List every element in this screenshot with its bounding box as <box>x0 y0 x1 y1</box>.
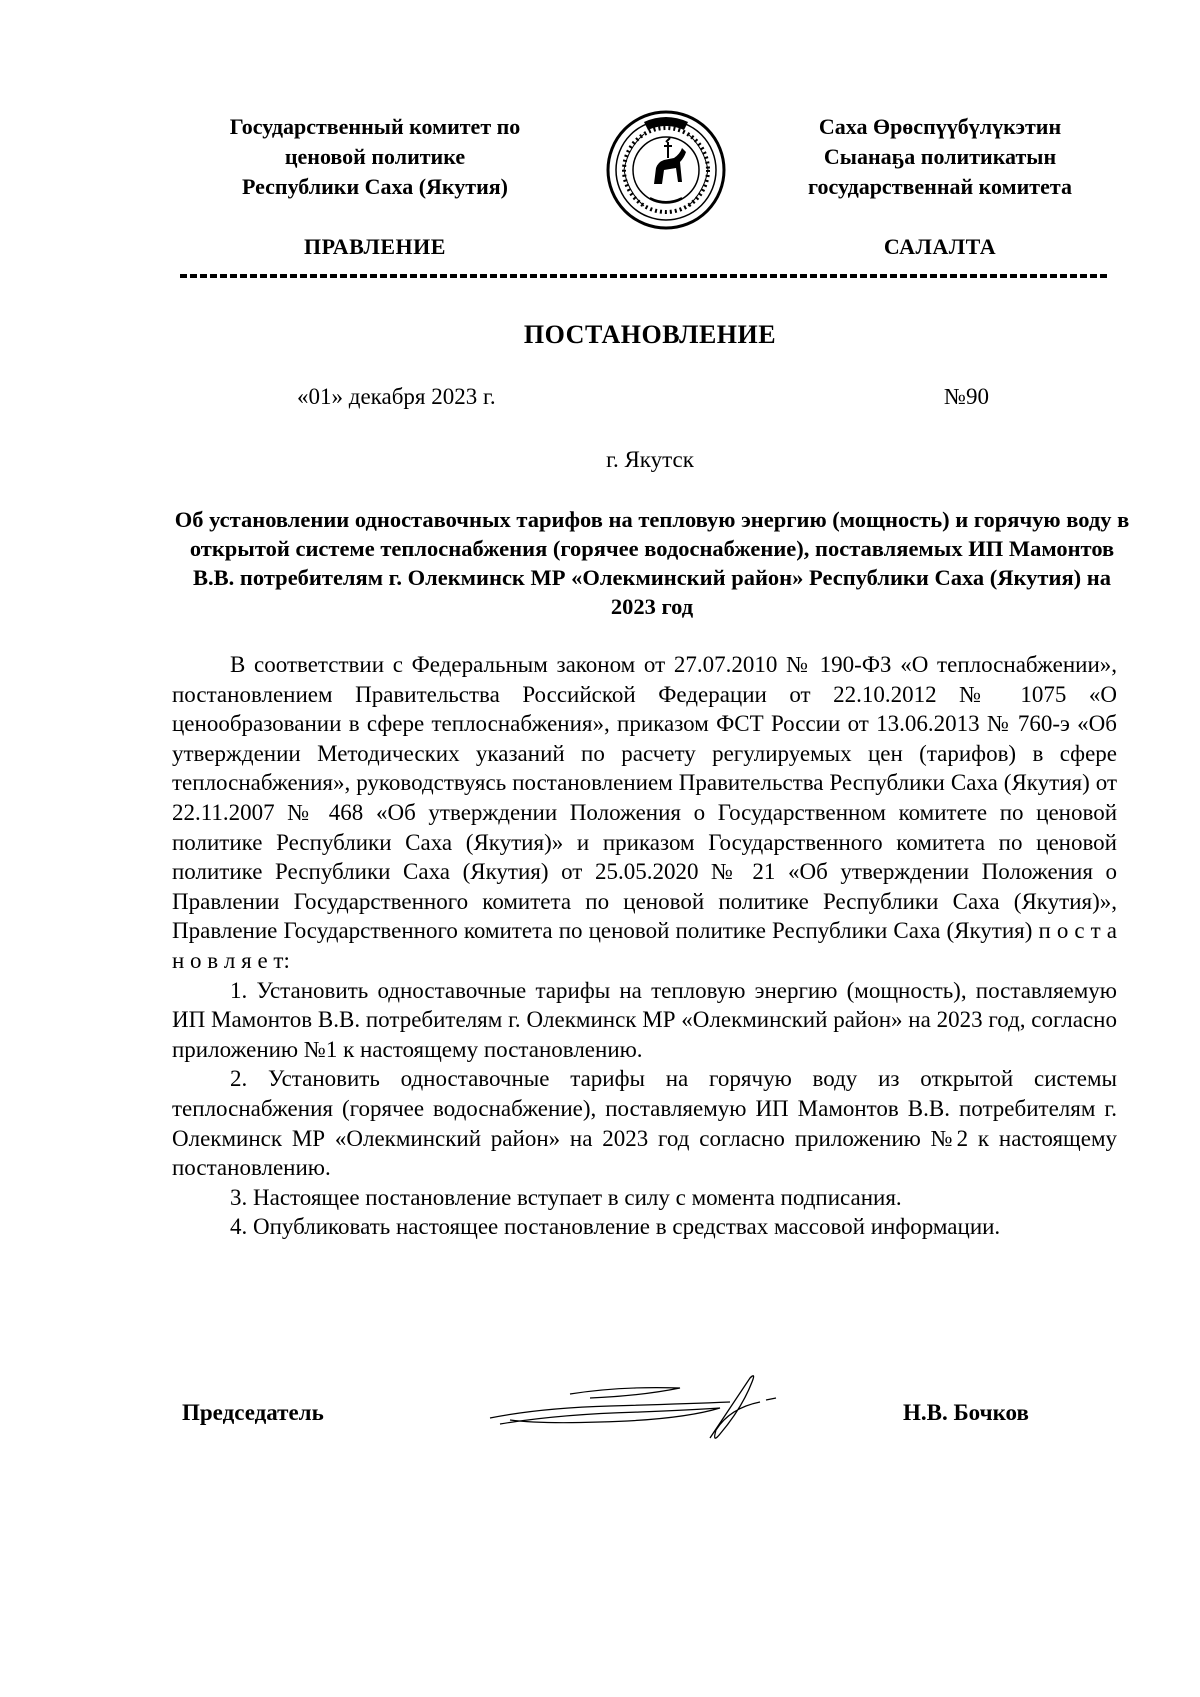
preamble-paragraph <box>172 650 1117 976</box>
document-number: №90 <box>944 384 989 409</box>
agency-name-line: Саха Өрөспүүбүлүкэтин <box>818 114 1062 139</box>
resolution-item: 4. Опубликовать настоящее постановление в средствах массовой информации. <box>230 1214 1001 1240</box>
board-label-yakut: САЛАЛТА <box>883 234 997 259</box>
handwritten-signature-icon <box>480 1368 790 1448</box>
resolution-item: 1. Установить одноставочные тарифы на тепловую энергию (мощность), поставляемую ИП Мамонтов В.В. потребителям г. Олекминск МР «Олекминский район» на 2023 год, согласно приложению №1 к настоящему постановлению. <box>172 977 1117 1062</box>
document-title: Об установлении одноставочных тарифов на тепловую энергию (мощность) и горячую воду в открытой системе теплоснабжения (горячее водоснабжение), поставляемых ИП Мамонтов В.В. потребителям г. Олекминск МР «Олекминский район» Республики Саха (Якутия) на 2023 год <box>174 507 1130 619</box>
coat-of-arms-emblem-icon <box>604 108 728 232</box>
agency-name-line: Сыанаҕа политикатын <box>823 144 1057 169</box>
resolution-item: 3. Настоящее постановление вступает в силу с момента подписания. <box>230 1184 902 1210</box>
signer-title: Председатель <box>182 1400 324 1425</box>
board-label-russian: ПРАВЛЕНИЕ <box>304 234 446 259</box>
agency-name-line: ценовой политике <box>284 144 466 169</box>
header-divider <box>180 274 1110 278</box>
document-city: г. Якутск <box>606 447 694 472</box>
preamble-text: В соответствии с Федеральным законом от 27.07.2010 № 190-ФЗ «О теплоснабжении», постановлением Правительства Российской Федерации от 22.10.2012 № 1075 «О ценообразовании в сфере теплоснабжения», приказом ФСТ России от 13.06.2013 № 760-э «Об утверждении Методических указаний по расчету регулируемых цен (тарифов) в сфере теплоснабжения», руководствуясь постановлением Правительства Республики Саха (Якутия) от 22.11.2007 № 468 «Об утверждении Положения о Государственном комитете по ценовой политике Республики Саха (Якутия)» и приказом Государственного комитета по ценовой политике Республики Саха (Якутия) от 25.05.2020 № 21 «Об утверждении Положения о Правлении Государственного комитета по ценовой политике Республики Саха (Якутия)», Правление Государственного комитета по ценовой политике Республики Саха (Якутия) <box>172 652 1117 944</box>
agency-name-line: государственнай комитета <box>808 174 1072 199</box>
signer-name: Н.В. Бочков <box>903 1400 1029 1425</box>
agency-name-yakut <box>760 112 1120 202</box>
resolution-item: 2. Установить одноставочные тарифы на горячую воду из открытой системы теплоснабжения (горячее водоснабжение), поставляемую ИП Мамонтов В.В. потребителям г. Олекминск МР «Олекминский район» на 2023 год согласно приложению №2 к настоящему постановлению. <box>172 1066 1117 1181</box>
document-date: «01» декабря 2023 г. <box>297 384 496 409</box>
document-type: ПОСТАНОВЛЕНИЕ <box>523 320 777 349</box>
agency-name-line: Республики Саха (Якутия) <box>241 174 509 199</box>
agency-name-russian <box>180 112 570 202</box>
document-body <box>172 650 1117 1242</box>
resolves-text: п о с т а н о в л я е т: <box>172 918 1117 973</box>
agency-name-line: Государственный комитет по <box>229 114 521 139</box>
